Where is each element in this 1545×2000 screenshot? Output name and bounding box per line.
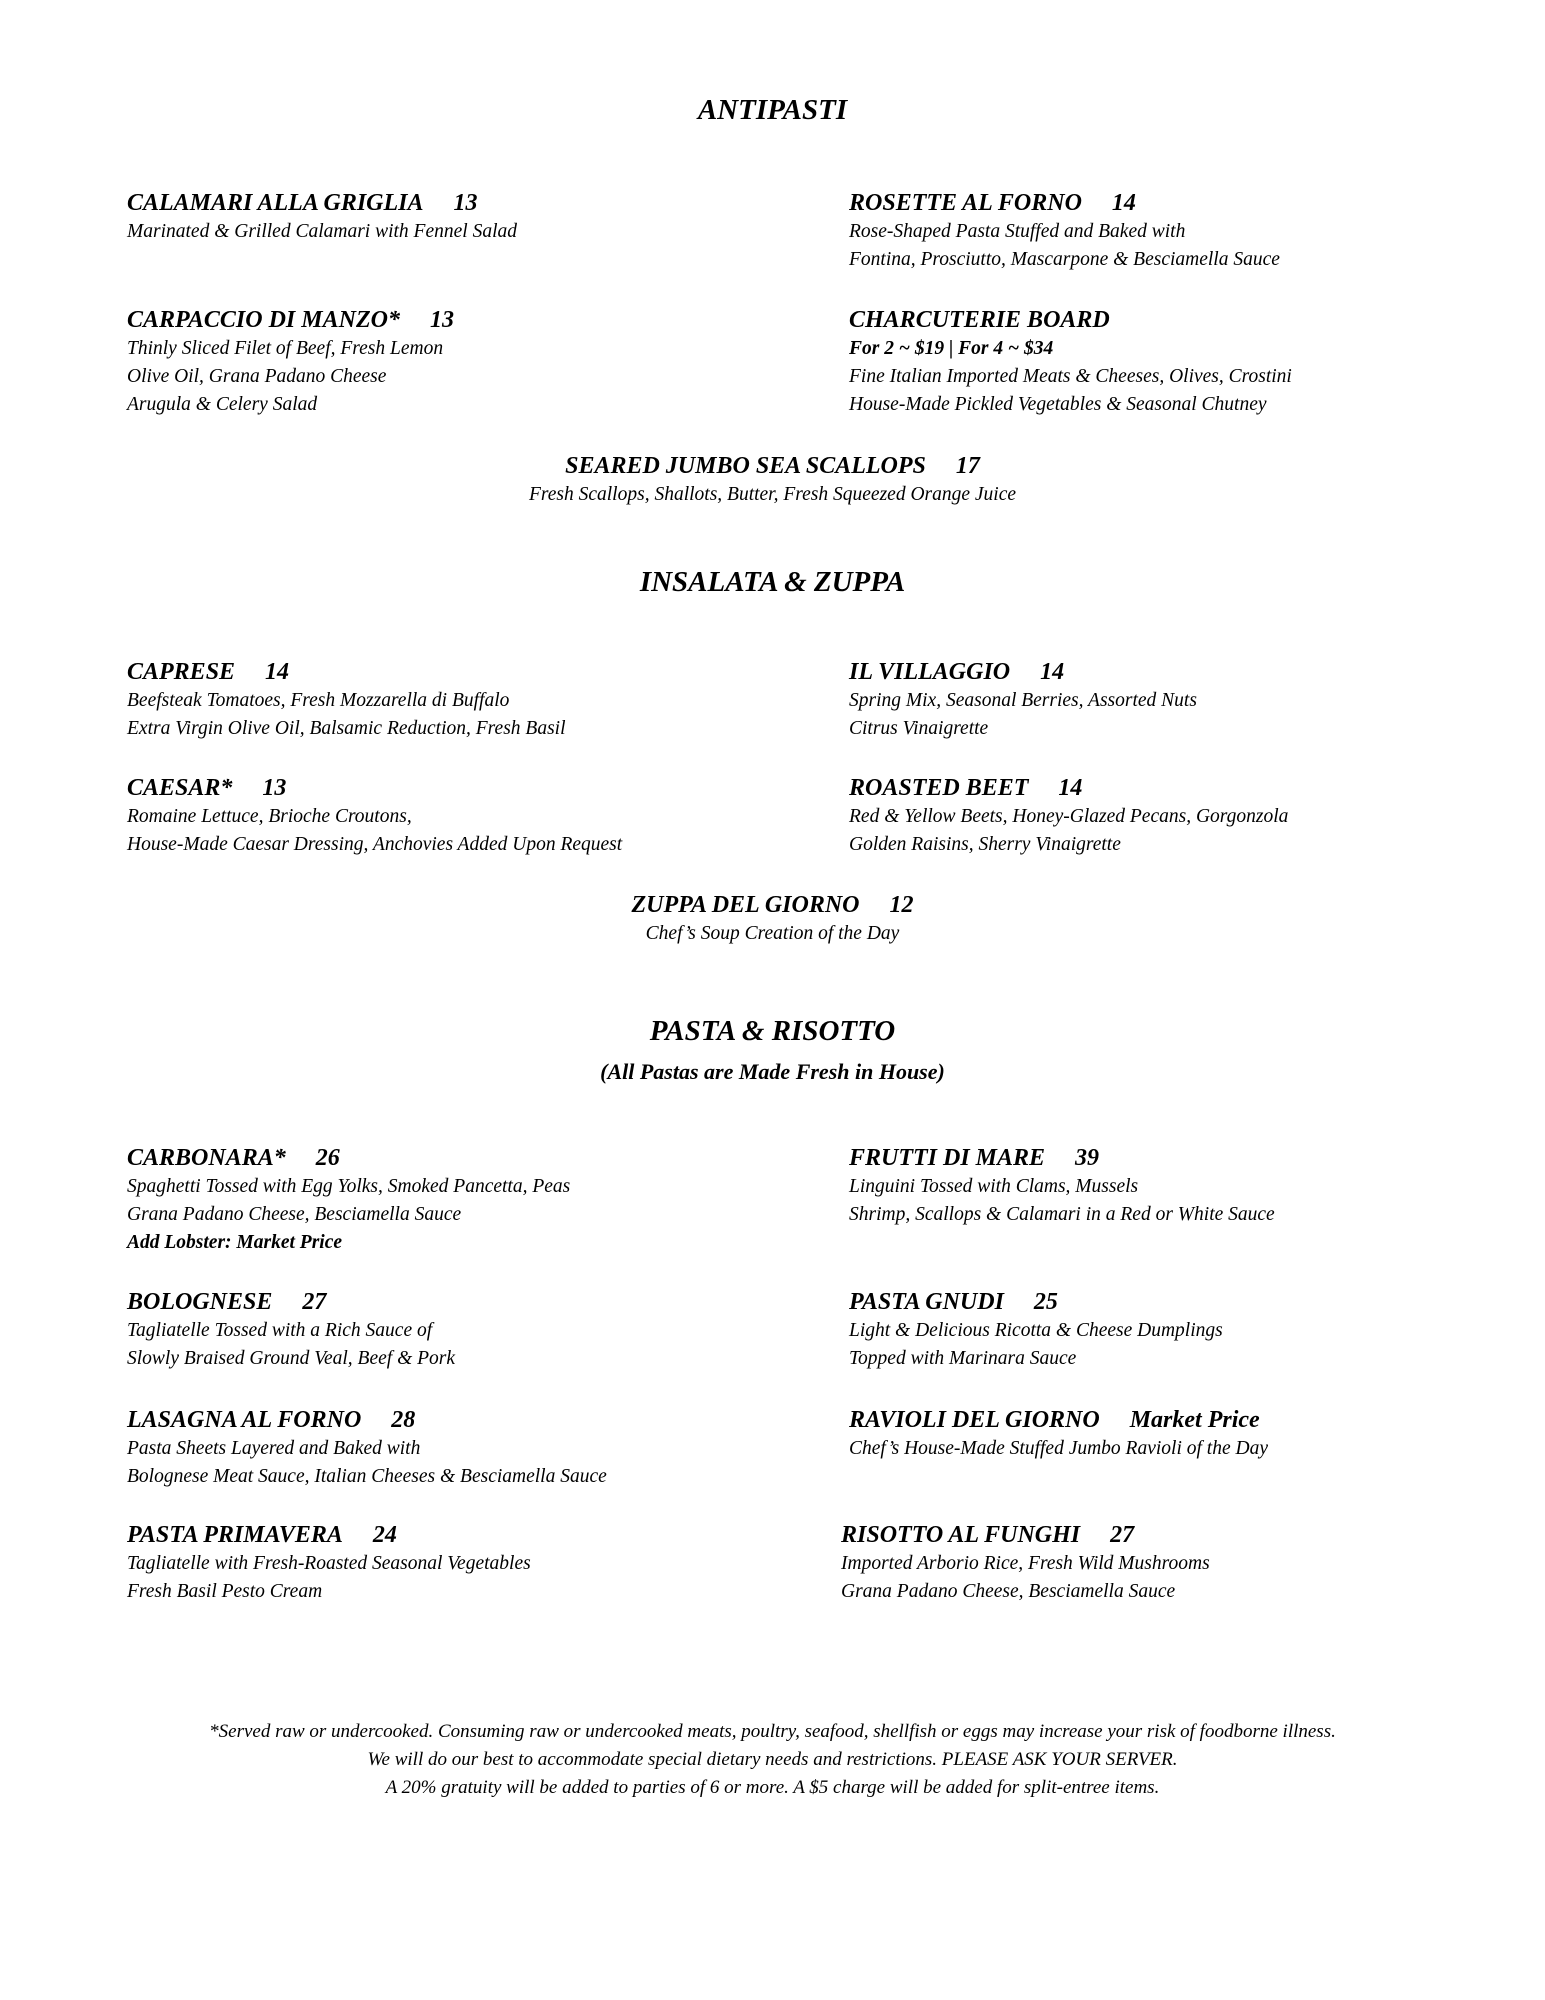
item-description: Fresh Basil Pesto Cream bbox=[127, 1581, 323, 1602]
menu-item bbox=[127, 305, 807, 419]
item-title bbox=[127, 1143, 807, 1173]
menu-item bbox=[127, 1287, 807, 1373]
item-description: Linguini Tossed with Clams, Mussels bbox=[849, 1176, 1139, 1197]
menu-item bbox=[849, 188, 1529, 274]
footer-note: *Served raw or undercooked. Consuming raw or undercooked meats, poultry, seafood, shellfish or eggs may increase your risk of foodborne illness. bbox=[209, 1721, 1336, 1742]
menu-item bbox=[849, 1143, 1529, 1229]
item-name: PASTA GNUDI bbox=[849, 1289, 1004, 1315]
item-description: Grana Padano Cheese, Besciamella Sauce bbox=[127, 1204, 462, 1225]
menu-item bbox=[849, 1405, 1529, 1463]
menu-item bbox=[127, 188, 807, 246]
item-description: Bolognese Meat Sauce, Italian Cheeses & Besciamella Sauce bbox=[127, 1466, 607, 1487]
item-description: Citrus Vinaigrette bbox=[849, 718, 989, 739]
footer-note: We will do our best to accommodate special dietary needs and restrictions. PLEASE ASK YOUR SERVER. bbox=[367, 1749, 1178, 1770]
menu-item bbox=[127, 1143, 807, 1257]
item-description: Fine Italian Imported Meats & Cheeses, Olives, Crostini bbox=[849, 366, 1292, 387]
item-title bbox=[841, 1520, 1521, 1550]
item-description: Arugula & Celery Salad bbox=[127, 394, 318, 415]
menu-item bbox=[849, 773, 1529, 859]
item-description: Fontina, Prosciutto, Mascarpone & Besciamella Sauce bbox=[849, 249, 1280, 270]
item-price: 27 bbox=[1110, 1522, 1135, 1548]
menu-item bbox=[0, 890, 1545, 948]
item-description: Rose-Shaped Pasta Stuffed and Baked with bbox=[849, 221, 1186, 242]
item-title bbox=[127, 188, 807, 218]
item-name: ROSETTE AL FORNO bbox=[849, 190, 1082, 216]
item-price: 27 bbox=[302, 1289, 327, 1315]
item-price: 39 bbox=[1075, 1145, 1100, 1171]
item-title bbox=[849, 1287, 1529, 1317]
menu-item bbox=[0, 451, 1545, 509]
item-price: 17 bbox=[955, 453, 980, 479]
menu-item bbox=[127, 1520, 807, 1606]
item-title bbox=[849, 1405, 1529, 1435]
section-heading-insalata: INSALATA & ZUPPA bbox=[639, 566, 906, 598]
item-name: SEARED JUMBO SEA SCALLOPS bbox=[565, 453, 926, 479]
item-price: 12 bbox=[889, 892, 914, 918]
menu-item bbox=[849, 657, 1529, 743]
item-title bbox=[127, 1405, 807, 1435]
item-description: Spaghetti Tossed with Egg Yolks, Smoked Pancetta, Peas bbox=[127, 1176, 571, 1197]
item-name: PASTA PRIMAVERA bbox=[127, 1522, 343, 1548]
item-price: 14 bbox=[1040, 659, 1065, 685]
item-description: Topped with Marinara Sauce bbox=[849, 1348, 1077, 1369]
menu-item bbox=[127, 773, 807, 859]
menu-item bbox=[849, 1287, 1529, 1373]
item-name: BOLOGNESE bbox=[127, 1289, 273, 1315]
item-title bbox=[127, 657, 807, 687]
menu-item bbox=[127, 657, 807, 743]
menu-item bbox=[849, 305, 1529, 419]
item-name: FRUTTI DI MARE bbox=[849, 1145, 1046, 1171]
item-title bbox=[849, 657, 1529, 687]
item-price: 14 bbox=[1058, 775, 1083, 801]
item-title bbox=[0, 890, 1545, 920]
item-name: ROASTED BEET bbox=[849, 775, 1029, 801]
item-name: CARBONARA* bbox=[127, 1145, 286, 1171]
item-name: IL VILLAGGIO bbox=[849, 659, 1011, 685]
item-price: 13 bbox=[453, 190, 478, 216]
item-price: 24 bbox=[372, 1522, 397, 1548]
item-price: 13 bbox=[262, 775, 287, 801]
item-description: Extra Virgin Olive Oil, Balsamic Reduction, Fresh Basil bbox=[127, 718, 566, 739]
item-description: Grana Padano Cheese, Besciamella Sauce bbox=[841, 1581, 1176, 1602]
item-description: Red & Yellow Beets, Honey-Glazed Pecans, Gorgonzola bbox=[849, 806, 1289, 827]
item-description: Olive Oil, Grana Padano Cheese bbox=[127, 366, 387, 387]
item-description: Tagliatelle Tossed with a Rich Sauce of bbox=[127, 1320, 433, 1341]
item-name: RAVIOLI DEL GIORNO bbox=[849, 1407, 1100, 1433]
item-description: Marinated & Grilled Calamari with Fennel Salad bbox=[127, 221, 517, 242]
section-heading-pasta: PASTA & RISOTTO bbox=[649, 1015, 896, 1047]
item-description: Thinly Sliced Filet of Beef, Fresh Lemon bbox=[127, 338, 444, 359]
item-name: CARPACCIO DI MANZO* bbox=[127, 307, 400, 333]
section-subheading-pasta: (All Pastas are Made Fresh in House) bbox=[600, 1059, 945, 1084]
item-title bbox=[127, 773, 807, 803]
item-description: House-Made Caesar Dressing, Anchovies Added Upon Request bbox=[127, 834, 623, 855]
item-name: RISOTTO AL FUNGHI bbox=[841, 1522, 1081, 1548]
item-description: Fresh Scallops, Shallots, Butter, Fresh Squeezed Orange Juice bbox=[528, 484, 1017, 505]
item-description: Chef’s House-Made Stuffed Jumbo Ravioli of the Day bbox=[849, 1438, 1268, 1459]
item-price: 26 bbox=[315, 1145, 340, 1171]
item-description: Light & Delicious Ricotta & Cheese Dumplings bbox=[849, 1320, 1223, 1341]
item-price: 25 bbox=[1033, 1289, 1058, 1315]
item-title bbox=[849, 188, 1529, 218]
item-title bbox=[127, 1520, 807, 1550]
item-name: CALAMARI ALLA GRIGLIA bbox=[127, 190, 424, 216]
item-description: Slowly Braised Ground Veal, Beef & Pork bbox=[127, 1348, 456, 1369]
item-price-options: For 2 ~ $19 | For 4 ~ $34 bbox=[849, 338, 1054, 359]
item-description: Tagliatelle with Fresh-Roasted Seasonal Vegetables bbox=[127, 1553, 531, 1574]
item-name: CAPRESE bbox=[127, 659, 236, 685]
item-description: Golden Raisins, Sherry Vinaigrette bbox=[849, 834, 1121, 855]
item-title bbox=[0, 451, 1545, 481]
item-addon: Add Lobster: Market Price bbox=[127, 1232, 343, 1253]
item-name: LASAGNA AL FORNO bbox=[127, 1407, 362, 1433]
item-title bbox=[127, 305, 807, 335]
item-price: 13 bbox=[429, 307, 454, 333]
item-description: House-Made Pickled Vegetables & Seasonal Chutney bbox=[849, 394, 1267, 415]
item-title bbox=[849, 773, 1529, 803]
item-description: Pasta Sheets Layered and Baked with bbox=[127, 1438, 421, 1459]
item-name: CHARCUTERIE BOARD bbox=[849, 307, 1110, 333]
menu-item bbox=[127, 1405, 807, 1491]
item-price: 28 bbox=[391, 1407, 416, 1433]
section-heading-antipasti: ANTIPASTI bbox=[697, 94, 848, 126]
item-description: Beefsteak Tomatoes, Fresh Mozzarella di Buffalo bbox=[127, 690, 510, 711]
item-name: ZUPPA DEL GIORNO bbox=[631, 892, 860, 918]
item-description: Chef’s Soup Creation of the Day bbox=[645, 923, 900, 944]
item-description: Romaine Lettuce, Brioche Croutons, bbox=[127, 806, 412, 827]
item-price: 14 bbox=[265, 659, 290, 685]
menu-item bbox=[841, 1520, 1521, 1606]
item-title bbox=[127, 1287, 807, 1317]
footer-note: A 20% gratuity will be added to parties of 6 or more. A $5 charge will be added for split-entree items. bbox=[385, 1777, 1160, 1798]
item-name: CAESAR* bbox=[127, 775, 233, 801]
item-description: Spring Mix, Seasonal Berries, Assorted Nuts bbox=[849, 690, 1197, 711]
item-title bbox=[849, 305, 1529, 335]
item-price: Market Price bbox=[1129, 1407, 1260, 1433]
item-price: 14 bbox=[1111, 190, 1136, 216]
item-description: Shrimp, Scallops & Calamari in a Red or White Sauce bbox=[849, 1204, 1275, 1225]
item-description: Imported Arborio Rice, Fresh Wild Mushrooms bbox=[841, 1553, 1210, 1574]
item-title bbox=[849, 1143, 1529, 1173]
